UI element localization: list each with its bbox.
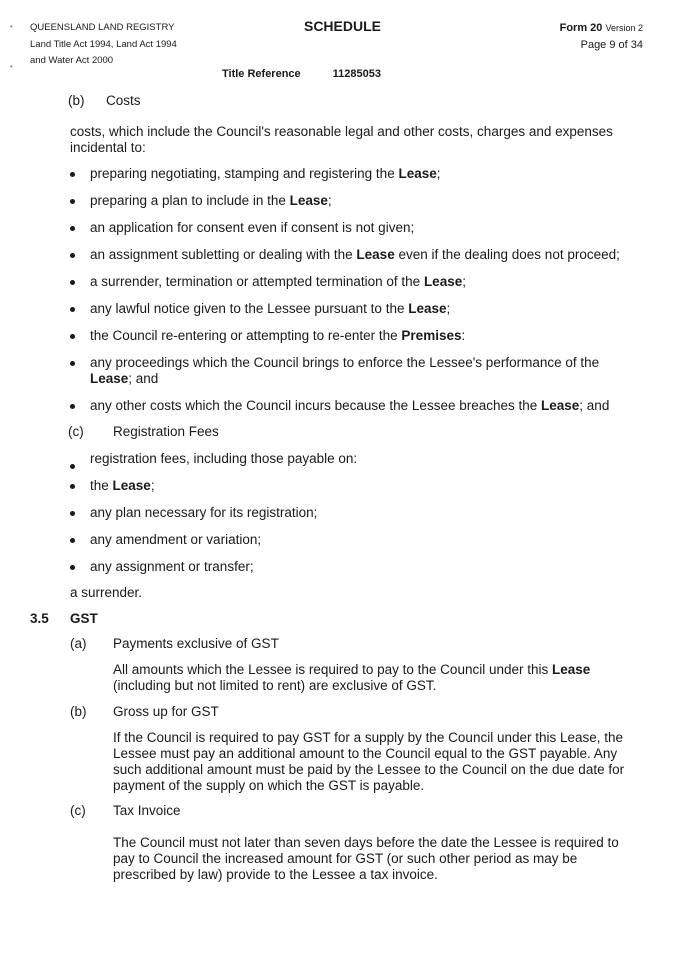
list-item-line: any proceedings which the Council brings to enforce the Lessee's performance of the — [90, 355, 600, 370]
bullet-icon — [70, 404, 75, 409]
list-item: preparing negotiating, stamping and registering the Lease; — [90, 166, 441, 181]
paragraph-line: pay to Council the increased amount for GST (or such other period as may be — [113, 851, 578, 866]
registry-act-2: and Water Act 2000 — [30, 55, 114, 66]
bullet-icon — [70, 172, 75, 177]
section-number: 3.5 — [30, 611, 49, 626]
paragraph-line: costs, which include the Council's reasonable legal and other costs, charges and expenses — [70, 124, 613, 139]
paragraph-line: prescribed by law) provide to the Lessee a tax invoice. — [113, 867, 438, 882]
list-item: a surrender, termination or attempted termination of the Lease; — [90, 274, 466, 289]
clause-heading: Costs — [106, 93, 141, 108]
list-item-line: Lease; and — [90, 371, 159, 386]
bullet-icon — [70, 280, 75, 285]
list-item: preparing a plan to include in the Lease; — [90, 193, 332, 208]
margin-mark: • — [10, 62, 13, 71]
list-item: an application for consent even if consent is not given; — [90, 220, 415, 235]
paragraph-line: incidental to: — [70, 140, 146, 155]
clause-label: (c) — [68, 424, 84, 439]
bullet-icon — [70, 307, 75, 312]
list-item: the Council re-entering or attempting to re-enter the Premises: — [90, 328, 466, 343]
registry-act: Land Title Act 1994, Land Act 1994 — [30, 38, 177, 50]
section-title: GST — [70, 611, 98, 626]
list-item: the Lease; — [90, 478, 155, 493]
list-item: any assignment or transfer; — [90, 559, 254, 574]
bullet-icon — [70, 253, 75, 258]
page-number: Page 9 of 34 — [580, 39, 643, 51]
form-number: Form 20 — [559, 22, 603, 34]
paragraph-line: The Council must not later than seven days before the date the Lessee is required to — [113, 835, 619, 850]
bullet-icon — [70, 226, 75, 231]
title-reference — [222, 68, 381, 80]
list-item: registration fees, including those payable on: — [90, 451, 358, 466]
clause-label: (b) — [68, 93, 85, 108]
paragraph-line: a surrender. — [70, 585, 143, 600]
form-info — [560, 20, 643, 54]
list-item: any amendment or variation; — [90, 532, 262, 547]
clause-heading: Tax Invoice — [113, 803, 181, 818]
clause-heading: Registration Fees — [113, 424, 219, 439]
margin-mark: • — [10, 22, 13, 31]
bullet-icon — [70, 361, 75, 366]
paragraph-line: Lessee must pay an additional amount to the Council equal to the GST payable. Any — [113, 746, 618, 761]
paragraph-line: All amounts which the Lessee is required to pay to the Council under this Lease — [113, 662, 591, 677]
bullet-icon — [70, 334, 75, 339]
paragraph-line: If the Council is required to pay GST for a supply by the Council under this Lease, the — [113, 730, 624, 745]
form-version: Version 2 — [605, 23, 643, 33]
bullet-icon — [70, 484, 75, 489]
list-item: any plan necessary for its registration; — [90, 505, 318, 520]
list-item: any lawful notice given to the Lessee pursuant to the Lease; — [90, 301, 451, 316]
clause-heading: Gross up for GST — [113, 704, 219, 719]
title-reference-number: 11285053 — [332, 68, 382, 80]
bullet-icon — [70, 464, 75, 469]
bullet-icon — [70, 565, 75, 570]
list-item: any other costs which the Council incurs because the Lessee breaches the Lease; and — [90, 398, 610, 413]
registry-name: QUEENSLAND LAND REGISTRY — [30, 22, 175, 33]
clause-label: (b) — [70, 704, 87, 719]
paragraph-line: payment of the supply on which the GST is payable. — [113, 778, 425, 793]
clause-heading: Payments exclusive of GST — [113, 636, 279, 651]
bullet-icon — [70, 199, 75, 204]
bullet-icon — [70, 538, 75, 543]
title-reference-label: Title Reference — [222, 68, 301, 80]
bullet-icon — [70, 511, 75, 516]
list-item: an assignment subletting or dealing with the Lease even if the dealing does not proceed; — [90, 247, 620, 262]
clause-label: (c) — [70, 803, 86, 818]
page-title: SCHEDULE — [303, 18, 381, 34]
clause-label: (a) — [70, 636, 87, 651]
paragraph-line: such additional amount must be paid by the Lessee to the Council on the due date for — [113, 762, 625, 777]
paragraph-line: (including but not limited to rent) are exclusive of GST. — [113, 678, 437, 693]
